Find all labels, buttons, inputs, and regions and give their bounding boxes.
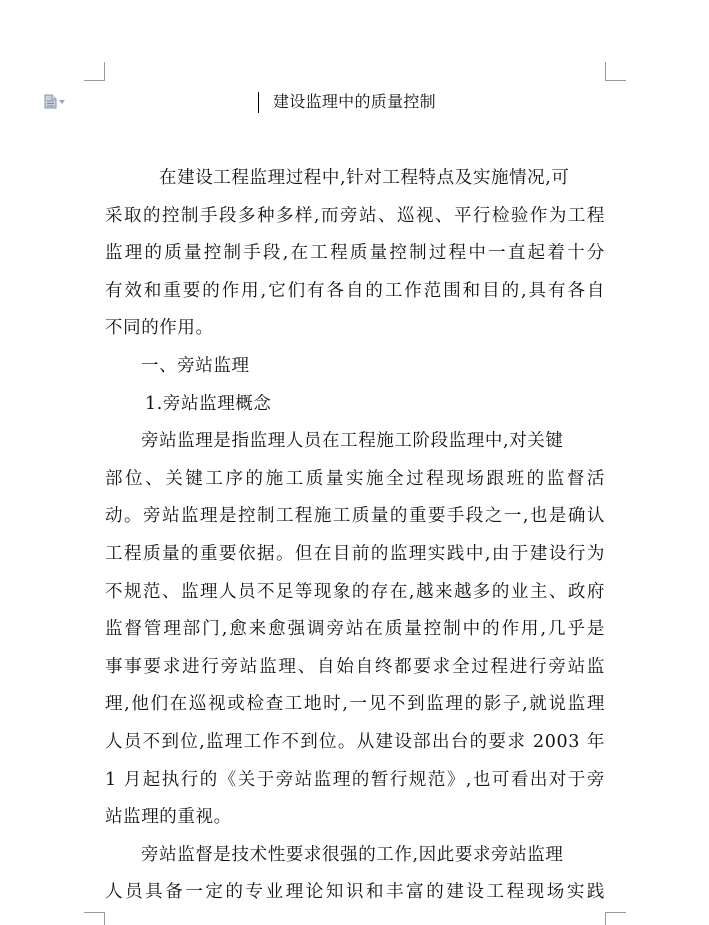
section-heading: 一、旁站监理 [141, 355, 250, 376]
crop-mark-top-right [605, 62, 626, 81]
paragraph-line: 在建设工程监理过程中,针对工程特点及实施情况,可 [159, 168, 570, 188]
paragraph-line: 事事要求进行旁站监理、自始自终都要求全过程进行旁站监 [105, 656, 605, 677]
paragraph-line: 1 月起执行的《关于旁站监理的暂行规范》,也可看出对于旁 [105, 769, 605, 790]
paragraph-line: 理,他们在巡视或检查工地时,一见不到监理的影子,就说监理 [105, 694, 605, 715]
paragraph-line: 动。旁站监理是控制工程施工质量的重要手段之一,也是确认 [105, 506, 605, 527]
paragraph-line: 监督管理部门,愈来愈强调旁站在质量控制中的作用,几乎是 [105, 619, 605, 640]
paragraph-line: 有效和重要的作用,它们有各自的工作范围和目的,具有各自 [105, 280, 605, 301]
crop-mark-bottom-left [84, 912, 105, 925]
paragraph-line: 不规范、监理人员不足等现象的存在,越来越多的业主、政府 [105, 581, 605, 602]
paragraph-line: 人员不到位,监理工作不到位。从建设部出台的要求 2003 年 [105, 731, 605, 752]
document-body[interactable] [105, 160, 605, 912]
paragraph-line: 不同的作用。 [105, 318, 214, 339]
paragraph-line: 旁站监督是技术性要求很强的工作,因此要求旁站监理 [141, 844, 564, 865]
crop-mark-top-left [84, 62, 105, 81]
subsection-heading: 1.旁站监理概念 [145, 393, 272, 414]
paragraph-line: 部位、关键工序的施工质量实施全过程现场跟班的监督活 [105, 468, 605, 489]
paragraph-line: 采取的控制手段多种多样,而旁站、巡视、平行检验作为工程 [105, 205, 605, 226]
crop-mark-bottom-right [605, 912, 626, 925]
page-title[interactable]: 建设监理中的质量控制 [272, 92, 436, 111]
paragraph-line: 工程质量的重要依据。但在目前的监理实践中,由于建设行为 [105, 543, 605, 564]
paragraph-line: 人员具备一定的专业理论知识和丰富的建设工程现场实践 [105, 882, 605, 903]
paragraph-line: 旁站监理是指监理人员在工程施工阶段监理中,对关键 [141, 431, 564, 452]
paragraph-line: 站监理的重视。 [105, 807, 232, 828]
paragraph-line: 监理的质量控制手段,在工程质量控制过程中一直起着十分 [105, 243, 605, 264]
